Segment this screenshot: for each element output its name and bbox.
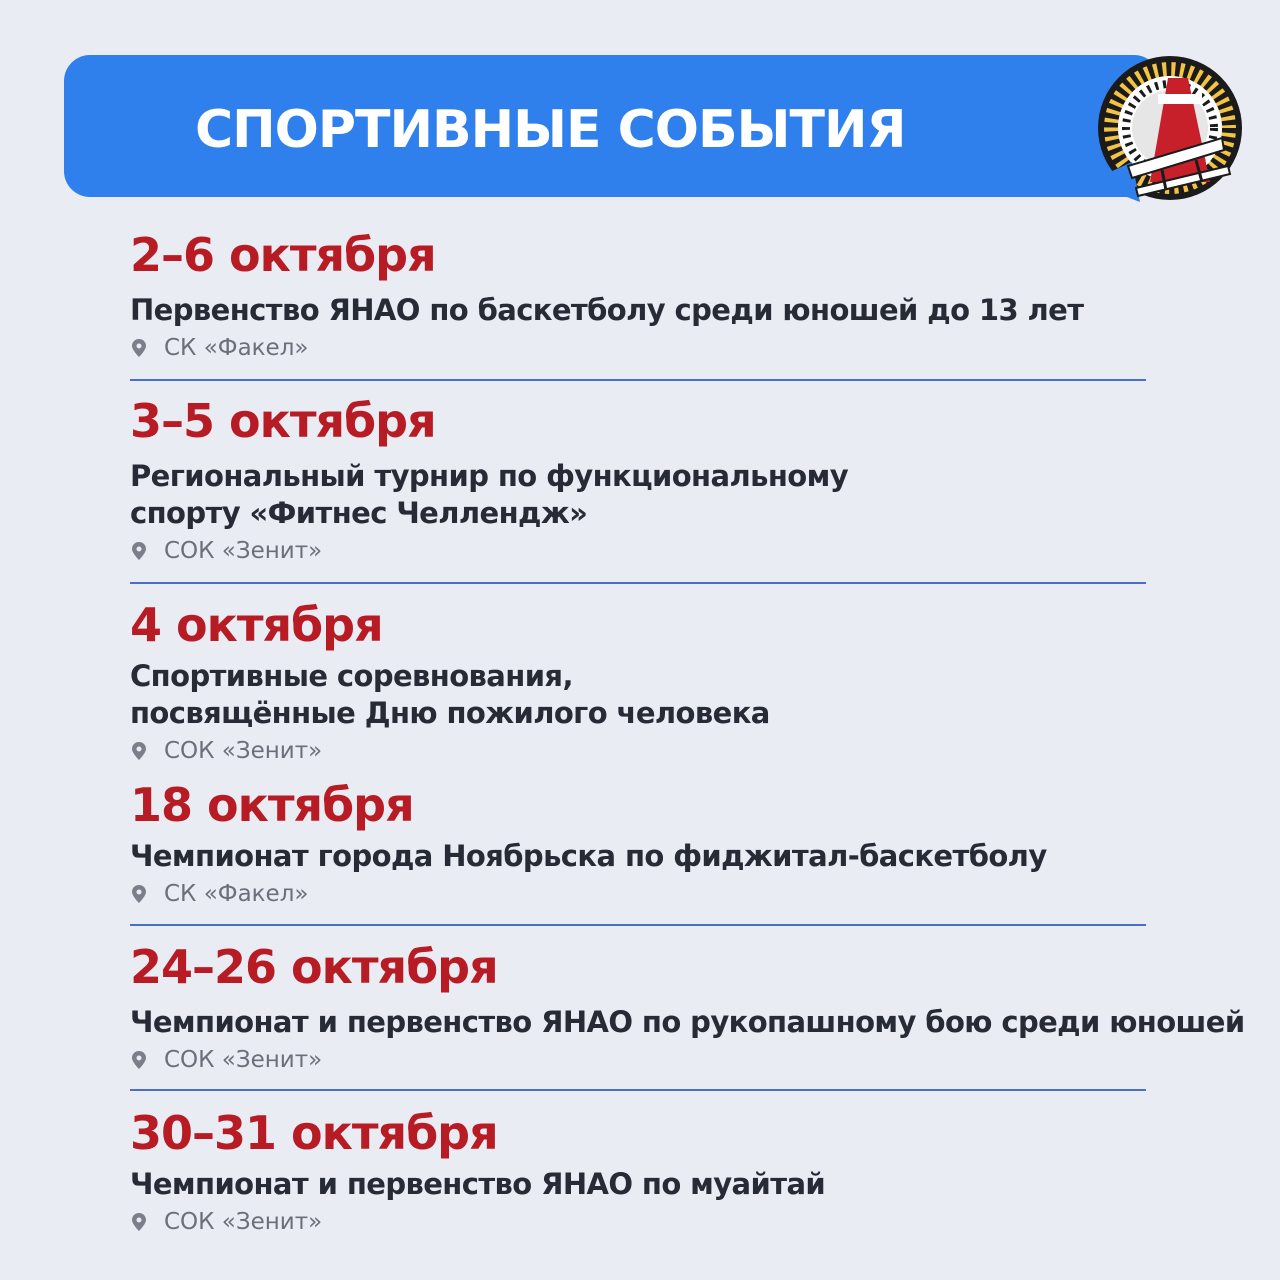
event-venue-row xyxy=(130,879,1270,909)
event-venue-row xyxy=(130,333,1270,363)
location-pin-icon xyxy=(132,339,146,357)
event-title-line: Первенство ЯНАО по баскетболу среди юношей до 13 лет xyxy=(130,293,1084,327)
event-venue: СОК «Зенит» xyxy=(164,538,323,564)
event-title-line: спорту «Фитнес Челлендж» xyxy=(130,496,588,530)
event-item xyxy=(130,228,1270,363)
divider xyxy=(130,582,1146,584)
event-venue: СОК «Зенит» xyxy=(164,1047,323,1073)
event-venue: СОК «Зенит» xyxy=(164,1209,323,1235)
event-venue-row xyxy=(130,1207,1270,1237)
event-item xyxy=(130,1106,1270,1237)
divider xyxy=(130,379,1146,381)
town-emblem-icon xyxy=(1092,42,1242,210)
divider xyxy=(130,924,1146,926)
event-item xyxy=(130,940,1270,1075)
event-title-line: посвящённые Дню пожилого человека xyxy=(130,696,770,730)
divider xyxy=(130,1089,1146,1091)
location-pin-icon xyxy=(132,885,146,903)
event-venue-row xyxy=(130,536,1270,566)
event-title-line: Региональный турнир по функциональному xyxy=(130,459,849,493)
event-date: 3–5 октября xyxy=(130,394,436,448)
event-title-line: Спортивные соревнования, xyxy=(130,659,573,693)
event-venue-row xyxy=(130,736,1270,766)
event-title-line: Чемпионат и первенство ЯНАО по муайтай xyxy=(130,1167,826,1201)
event-date: 18 октября xyxy=(130,778,414,832)
page-title: СПОРТИВНЫЕ СОБЫТИЯ xyxy=(195,100,906,160)
event-item xyxy=(130,778,1270,909)
event-date: 4 октября xyxy=(130,598,383,652)
event-title-line: Чемпионат города Ноябрьска по фиджитал-баскетболу xyxy=(130,839,1047,873)
event-venue: СК «Факел» xyxy=(164,881,309,907)
location-pin-icon xyxy=(132,1213,146,1231)
event-venue-row xyxy=(130,1045,1270,1075)
location-pin-icon xyxy=(132,742,146,760)
event-venue: СОК «Зенит» xyxy=(164,738,323,764)
event-item xyxy=(130,394,1270,566)
event-date: 2–6 октября xyxy=(130,228,436,282)
event-title-line: Чемпионат и первенство ЯНАО по рукопашному бою среди юношей xyxy=(130,1005,1245,1039)
event-date: 24–26 октября xyxy=(130,940,498,994)
event-date: 30–31 октября xyxy=(130,1106,498,1160)
event-venue: СК «Факел» xyxy=(164,335,309,361)
event-item xyxy=(130,598,1270,766)
location-pin-icon xyxy=(132,1051,146,1069)
location-pin-icon xyxy=(132,542,146,560)
